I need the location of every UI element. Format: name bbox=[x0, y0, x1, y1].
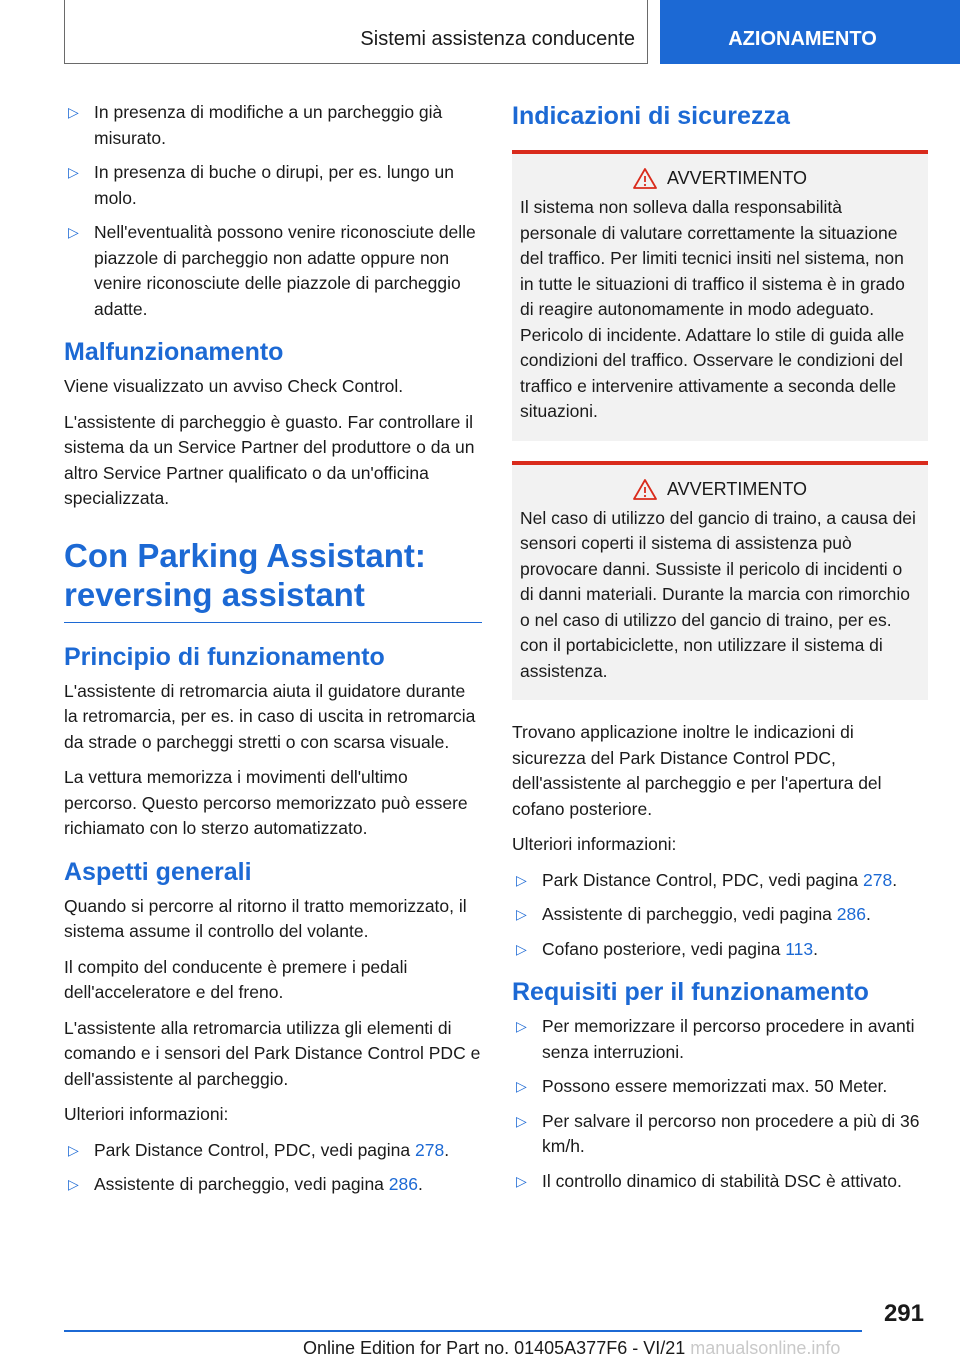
triangle-right-icon: ▷ bbox=[68, 224, 79, 240]
general-paragraph: L'assistente alla retromarcia utilizza gli elementi di comando e i sensori del Park Distance Control PDC e dell'assistente al parcheggio. bbox=[64, 1017, 481, 1089]
triangle-right-icon: ▷ bbox=[516, 1172, 527, 1189]
list-item: ▷ Assistente di parcheggio, vedi pagina 286. bbox=[64, 1172, 482, 1198]
triangle-right-icon: ▷ bbox=[68, 1141, 79, 1158]
footer-edition: Online Edition for Part no. 01405A377F6 - VI/21 manualsonline.info bbox=[303, 1338, 841, 1358]
warning-text: Il sistema non solleva dalla responsabilità personale di valutare correttamente la situazione del traffico. Per limiti tecnici insiti nel sistema, non in tutte le situazioni di traffico il sistema è in grado di reagire autonomamente in modo adeguato. Pericolo di incidente. Adattare lo stile di guida alle condizioni del traffico. Osservare le condizioni del traffico e intervenire attivamente a seconda delle situazioni. bbox=[520, 197, 905, 421]
list-item: ▷ In presenza di modifiche a un parcheggio già misurato. bbox=[68, 102, 443, 148]
malfunction-paragraph: Viene visualizzato un avviso Check Control. bbox=[64, 376, 404, 396]
safety-paragraph: Ulteriori informazioni: bbox=[512, 834, 677, 854]
left-column bbox=[64, 100, 482, 1208]
general-paragraph: Quando si percorre al ritorno il tratto memorizzato, il sistema assume il controllo del volante. bbox=[64, 895, 467, 941]
triangle-right-icon: ▷ bbox=[68, 1176, 79, 1192]
header-title-box bbox=[64, 0, 648, 64]
warning-box bbox=[512, 150, 928, 441]
header-section-tab[interactable] bbox=[660, 0, 960, 64]
triangle-right-icon: ▷ bbox=[516, 871, 527, 888]
warning-text: Nel caso di utilizzo del gancio di traino, a causa dei sensori coperti il sistema di assistenza può provocare danni. Sussiste il pericolo di incidenti o di danni materiali. Durante la marcia con rimorchio o nel caso di utilizzo del gancio di traino, per es. con il portabiciclette, non utilizzare il sistema di assistenza. bbox=[520, 507, 916, 681]
safety-heading: Indicazioni di sicurezza bbox=[512, 102, 790, 130]
requirements-list bbox=[512, 1014, 928, 1194]
principle-heading: Principio di funzionamento bbox=[64, 642, 385, 671]
general-paragraph: Il compito del conducente è premere i pedali dell'acceleratore e del freno. bbox=[64, 956, 408, 1002]
triangle-right-icon: ▷ bbox=[516, 940, 527, 957]
malfunction-paragraph: L'assistente di parcheggio è guasto. Far controllare il sistema da un Service Partner del produttore o da un altro Service Partner qualificato o da un'officina specializzata. bbox=[64, 411, 475, 508]
header-title: Sistemi assistenza conducente bbox=[360, 28, 635, 50]
triangle-right-icon: ▷ bbox=[516, 1078, 527, 1094]
malfunction-heading: Malfunzionamento bbox=[64, 338, 284, 366]
triangle-right-icon: ▷ bbox=[516, 906, 527, 922]
principle-paragraph: L'assistente di retromarcia aiuta il guidatore durante la retromarcia, per es. in caso di uscita in retromarcia da strade o parcheggi stretti o con scarsa visuale. bbox=[64, 680, 476, 752]
list-item: ▷ Park Distance Control, PDC, vedi pagina 278. bbox=[512, 868, 928, 894]
warning-triangle-icon bbox=[633, 479, 657, 500]
list-item: ▷ Per salvare il percorso non procedere a più di 36 km/h. bbox=[516, 1110, 920, 1156]
chapter-title: Con Parking Assistant: reversing assistant bbox=[64, 536, 482, 623]
general-link-list bbox=[64, 1138, 482, 1198]
intro-bullet-list bbox=[64, 100, 482, 322]
principle-paragraph: La vettura memorizza i movimenti dell'ultimo percorso. Questo percorso memorizzato può essere richiamato con lo sterzo automatizzato. bbox=[64, 767, 468, 838]
requirements-heading: Requisiti per il funzionamento bbox=[512, 978, 869, 1006]
warning-label: AVVERTIMENTO bbox=[666, 478, 808, 499]
list-item: ▷ In presenza di buche o dirupi, per es. lungo un molo. bbox=[68, 162, 454, 208]
general-paragraph: Ulteriori informazioni: bbox=[64, 1104, 229, 1124]
safety-paragraph: Trovano applicazione inoltre le indicazioni di sicurezza del Park Distance Control PDC, dell'assistente al parcheggio e per l'apertura del cofano posteriore. bbox=[512, 722, 882, 819]
list-item: ▷ Assistente di parcheggio, vedi pagina 286. bbox=[512, 902, 928, 928]
triangle-right-icon: ▷ bbox=[516, 1018, 527, 1034]
triangle-right-icon: ▷ bbox=[516, 1112, 527, 1129]
header-section-label: AZIONAMENTO bbox=[728, 28, 877, 50]
warning-label: AVVERTIMENTO bbox=[666, 168, 808, 188]
general-heading: Aspetti generali bbox=[64, 857, 252, 886]
page-link-286[interactable]: 286 bbox=[836, 904, 866, 924]
safety-link-list bbox=[512, 868, 928, 963]
page-link-286[interactable]: 286 bbox=[388, 1174, 418, 1194]
footer-divider bbox=[64, 1330, 862, 1332]
page-link-113[interactable]: 113 bbox=[785, 938, 814, 959]
list-item: ▷ Per memorizzare il percorso procedere in avanti senza interruzioni. bbox=[516, 1016, 915, 1062]
list-item: ▷ Cofano posteriore, vedi pagina 113. bbox=[512, 937, 928, 963]
warning-triangle-icon bbox=[633, 168, 657, 189]
list-item: ▷ Park Distance Control, PDC, vedi pagina 278. bbox=[64, 1138, 482, 1164]
right-column bbox=[512, 100, 928, 1204]
warning-box bbox=[512, 461, 928, 701]
page-link-278[interactable]: 278 bbox=[862, 869, 893, 890]
list-item: ▷ Nell'eventualità possono venire riconosciute delle piazzole di parcheggio non adatte oppure non venire riconosciute delle piazzole di parcheggio adatte. bbox=[68, 222, 476, 319]
triangle-right-icon: ▷ bbox=[68, 104, 79, 120]
triangle-right-icon: ▷ bbox=[68, 164, 79, 180]
page-link-278[interactable]: 278 bbox=[414, 1139, 445, 1160]
page-number: 291 bbox=[883, 1300, 924, 1327]
list-item: ▷ Il controllo dinamico di stabilità DSC è attivato. bbox=[512, 1169, 928, 1195]
list-item: ▷ Possono essere memorizzati max. 50 Meter. bbox=[512, 1074, 928, 1100]
footer-watermark: manualsonline.info bbox=[690, 1338, 841, 1358]
